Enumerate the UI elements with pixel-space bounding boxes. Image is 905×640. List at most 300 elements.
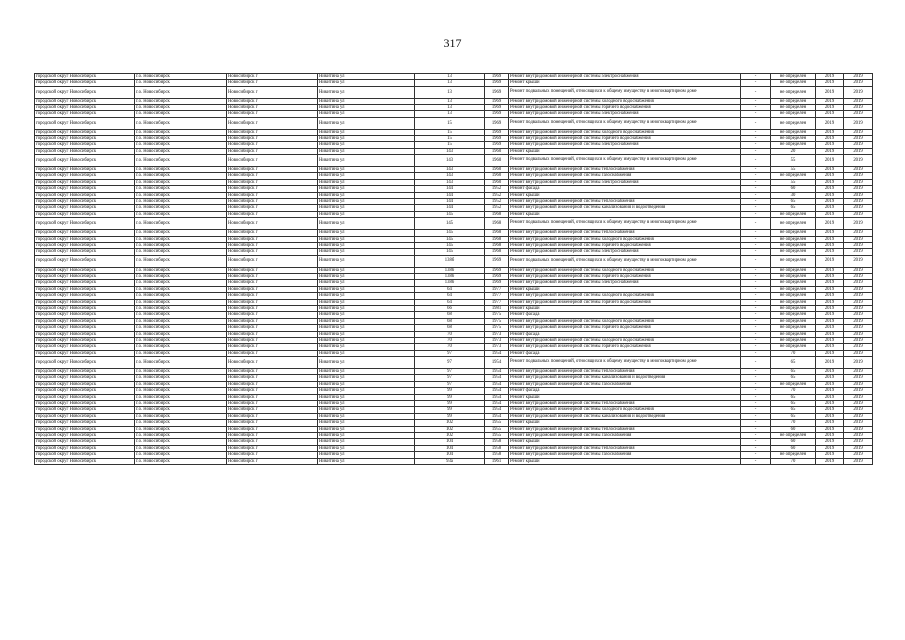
cell-settlement: Новосибирск г — [227, 299, 318, 305]
cell-municipality: г.о. Новосибирск — [135, 273, 227, 279]
cell-house-number: 145 — [415, 236, 485, 242]
cell-house-number: 97 — [415, 381, 485, 387]
cell-street: Никитина ул — [318, 344, 415, 350]
cell-dash: - — [741, 155, 771, 167]
cell-work-type: Ремонт подвальных помещений, относящихся к общему имуществу в многоквартирном доме — [509, 117, 741, 129]
cell-cost: не определен — [771, 331, 816, 337]
cell-dash: - — [741, 350, 771, 356]
cell-district: городской округ Новосибирск — [35, 280, 135, 286]
cell-year-end: 2019 — [844, 74, 873, 80]
cell-cost: не определен — [771, 381, 816, 387]
cell-build-year: 1981 — [485, 305, 509, 311]
cell-street: Никитина ул — [318, 148, 415, 154]
cell-house-number: 104 — [415, 452, 485, 458]
cell-dash: - — [741, 305, 771, 311]
cell-municipality: г.о. Новосибирск — [135, 445, 227, 451]
cell-build-year: 1968 — [485, 218, 509, 230]
cell-district: городской округ Новосибирск — [35, 439, 135, 445]
cell-build-year: 1968 — [485, 242, 509, 248]
cell-dash: - — [741, 173, 771, 179]
cell-house-number: 13 — [415, 111, 485, 117]
cell-year-end: 2019 — [844, 375, 873, 381]
cell-work-type: Ремонт крыши — [509, 286, 741, 292]
cell-cost: 65 — [771, 357, 816, 369]
cell-build-year: 1969 — [485, 255, 509, 267]
cell-year-end: 2019 — [844, 167, 873, 173]
cell-dash: - — [741, 111, 771, 117]
cell-dash: - — [741, 192, 771, 198]
cell-settlement: Новосибирск г — [227, 267, 318, 273]
cell-district: городской округ Новосибирск — [35, 179, 135, 185]
cell-cost: 65 — [771, 413, 816, 419]
cell-municipality: г.о. Новосибирск — [135, 388, 227, 394]
cell-cost: 60 — [771, 439, 816, 445]
cell-municipality: г.о. Новосибирск — [135, 105, 227, 111]
cell-year-end: 2019 — [844, 458, 873, 464]
cell-dash: - — [741, 407, 771, 413]
cell-year-start: 2019 — [816, 445, 844, 451]
cell-house-number: 102 — [415, 433, 485, 439]
cell-municipality: г.о. Новосибирск — [135, 458, 227, 464]
cell-municipality: г.о. Новосибирск — [135, 299, 227, 305]
cell-dash: - — [741, 420, 771, 426]
cell-municipality: г.о. Новосибирск — [135, 249, 227, 255]
cell-street: Никитина ул — [318, 105, 415, 111]
cell-work-type: Ремонт внутридомовой инженерной системы электроснабжения — [509, 249, 741, 255]
cell-work-type: Ремонт внутридомовой инженерной системы канализования и водоотведения — [509, 375, 741, 381]
cell-dash: - — [741, 255, 771, 267]
cell-year-end: 2019 — [844, 337, 873, 343]
cell-work-type: Ремонт подвальных помещений, относящихся к общему имуществу в многоквартирном доме — [509, 218, 741, 230]
cell-street: Никитина ул — [318, 199, 415, 205]
cell-house-number: 144 — [415, 186, 485, 192]
cell-work-type: Ремонт внутридомовой инженерной системы электроснабжения — [509, 74, 741, 80]
cell-settlement: Новосибирск г — [227, 344, 318, 350]
cell-district: городской округ Новосибирск — [35, 192, 135, 198]
cell-settlement: Новосибирск г — [227, 426, 318, 432]
cell-cost: 30 — [771, 192, 816, 198]
cell-build-year: 1958 — [485, 439, 509, 445]
cell-work-type: Ремонт внутридомовой инженерной системы теплоснабжения — [509, 199, 741, 205]
cell-year-start: 2019 — [816, 286, 844, 292]
cell-street: Никитина ул — [318, 426, 415, 432]
cell-work-type: Ремонт крыши — [509, 148, 741, 154]
cell-build-year: 1969 — [485, 280, 509, 286]
cell-municipality: г.о. Новосибирск — [135, 155, 227, 167]
cell-build-year: 1954 — [485, 357, 509, 369]
cell-street: Никитина ул — [318, 433, 415, 439]
cell-house-number: 70 — [415, 344, 485, 350]
cell-house-number: 70 — [415, 331, 485, 337]
cell-work-type: Ремонт внутридомовой инженерной системы теплоснабжения — [509, 401, 741, 407]
cell-build-year: 1973 — [485, 337, 509, 343]
cell-street: Никитина ул — [318, 299, 415, 305]
cell-year-end: 2019 — [844, 325, 873, 331]
cell-municipality: г.о. Новосибирск — [135, 433, 227, 439]
cell-house-number: 13 — [415, 80, 485, 86]
cell-year-start: 2019 — [816, 452, 844, 458]
cell-municipality: г.о. Новосибирск — [135, 167, 227, 173]
cell-street: Никитина ул — [318, 337, 415, 343]
cell-work-type: Ремонт крыши — [509, 192, 741, 198]
cell-municipality: г.о. Новосибирск — [135, 452, 227, 458]
cell-district: городской округ Новосибирск — [35, 98, 135, 104]
cell-dash: - — [741, 280, 771, 286]
cell-district: городской округ Новосибирск — [35, 337, 135, 343]
cell-work-type: Ремонт внутридомовой инженерной системы газоснабжения — [509, 173, 741, 179]
cell-year-start: 2019 — [816, 420, 844, 426]
cell-year-start: 2019 — [816, 293, 844, 299]
cell-year-end: 2019 — [844, 344, 873, 350]
cell-year-end: 2019 — [844, 433, 873, 439]
cell-house-number: 15 — [415, 136, 485, 142]
cell-year-end: 2019 — [844, 388, 873, 394]
cell-street: Никитина ул — [318, 142, 415, 148]
cell-work-type: Ремонт внутридомовой инженерной системы холодного водоснабжения — [509, 407, 741, 413]
cell-work-type: Ремонт крыши — [509, 458, 741, 464]
cell-year-end: 2019 — [844, 413, 873, 419]
cell-dash: - — [741, 117, 771, 129]
cell-settlement: Новосибирск г — [227, 230, 318, 236]
cell-settlement: Новосибирск г — [227, 86, 318, 98]
cell-year-start: 2019 — [816, 325, 844, 331]
cell-work-type: Ремонт фасада — [509, 388, 741, 394]
cell-build-year: 1960 — [485, 167, 509, 173]
cell-dash: - — [741, 80, 771, 86]
table-row — [35, 155, 873, 167]
cell-build-year: 1969 — [485, 273, 509, 279]
cell-settlement: Новосибирск г — [227, 375, 318, 381]
cell-settlement: Новосибирск г — [227, 388, 318, 394]
cell-district: городской округ Новосибирск — [35, 458, 135, 464]
cell-street: Никитина ул — [318, 249, 415, 255]
cell-settlement: Новосибирск г — [227, 199, 318, 205]
cell-year-end: 2019 — [844, 192, 873, 198]
cell-build-year: 1969 — [485, 136, 509, 142]
cell-municipality: г.о. Новосибирск — [135, 286, 227, 292]
cell-year-end: 2019 — [844, 249, 873, 255]
table-row — [35, 218, 873, 230]
cell-cost: 20 — [771, 148, 816, 154]
cell-street: Никитина ул — [318, 236, 415, 242]
cell-cost: не определен — [771, 452, 816, 458]
cell-cost: не определен — [771, 280, 816, 286]
cell-municipality: г.о. Новосибирск — [135, 148, 227, 154]
cell-cost: 55 — [771, 155, 816, 167]
cell-year-end: 2019 — [844, 293, 873, 299]
cell-municipality: г.о. Новосибирск — [135, 98, 227, 104]
cell-house-number: 143 — [415, 148, 485, 154]
cell-dash: - — [741, 74, 771, 80]
cell-year-start: 2019 — [816, 129, 844, 135]
cell-municipality: г.о. Новосибирск — [135, 325, 227, 331]
cell-work-type: Ремонт подвальных помещений, относящихся к общему имуществу в многоквартирном доме — [509, 255, 741, 267]
cell-district: городской округ Новосибирск — [35, 375, 135, 381]
cell-work-type: Ремонт внутридомовой инженерной системы теплоснабжения — [509, 426, 741, 432]
cell-work-type: Ремонт внутридомовой инженерной системы холодного водоснабжения — [509, 318, 741, 324]
cell-work-type: Ремонт внутридомовой инженерной системы горячего водоснабжения — [509, 136, 741, 142]
cell-year-start: 2019 — [816, 148, 844, 154]
cell-house-number: 70 — [415, 337, 485, 343]
cell-house-number: 68 — [415, 312, 485, 318]
cell-district: городской округ Новосибирск — [35, 394, 135, 400]
cell-cost: не определен — [771, 80, 816, 86]
cell-settlement: Новосибирск г — [227, 192, 318, 198]
cell-cost: не определен — [771, 111, 816, 117]
cell-district: городской округ Новосибирск — [35, 211, 135, 217]
cell-build-year: 1973 — [485, 344, 509, 350]
cell-municipality: г.о. Новосибирск — [135, 293, 227, 299]
cell-cost: не определен — [771, 249, 816, 255]
cell-build-year: 1960 — [485, 155, 509, 167]
cell-cost: 70 — [771, 420, 816, 426]
cell-street: Никитина ул — [318, 325, 415, 331]
cell-municipality: г.о. Новосибирск — [135, 136, 227, 142]
cell-year-start: 2019 — [816, 249, 844, 255]
cell-dash: - — [741, 312, 771, 318]
cell-street: Никитина ул — [318, 98, 415, 104]
cell-work-type: Ремонт внутридомовой инженерной системы горячего водоснабжения — [509, 105, 741, 111]
cell-settlement: Новосибирск г — [227, 179, 318, 185]
cell-work-type: Ремонт внутридомовой инженерной системы канализования и водоотведения — [509, 413, 741, 419]
cell-cost: не определен — [771, 299, 816, 305]
cell-street: Никитина ул — [318, 111, 415, 117]
cell-year-end: 2019 — [844, 305, 873, 311]
cell-build-year: 1954 — [485, 375, 509, 381]
cell-year-start: 2019 — [816, 312, 844, 318]
cell-settlement: Новосибирск г — [227, 280, 318, 286]
cell-cost: не определен — [771, 242, 816, 248]
cell-dash: - — [741, 401, 771, 407]
cell-cost: не определен — [771, 74, 816, 80]
cell-year-end: 2019 — [844, 205, 873, 211]
cell-house-number: 143 — [415, 173, 485, 179]
cell-year-start: 2019 — [816, 375, 844, 381]
cell-year-end: 2019 — [844, 236, 873, 242]
cell-street: Никитина ул — [318, 179, 415, 185]
cell-year-start: 2019 — [816, 273, 844, 279]
cell-work-type: Ремонт внутридомовой инженерной системы холодного водоснабжения — [509, 98, 741, 104]
cell-settlement: Новосибирск г — [227, 420, 318, 426]
cell-year-end: 2019 — [844, 286, 873, 292]
cell-work-type: Ремонт внутридомовой инженерной системы горячего водоснабжения — [509, 344, 741, 350]
cell-build-year: 1969 — [485, 117, 509, 129]
cell-municipality: г.о. Новосибирск — [135, 242, 227, 248]
cell-street: Никитина ул — [318, 155, 415, 167]
cell-house-number: 97 — [415, 350, 485, 356]
cell-street: Никитина ул — [318, 267, 415, 273]
cell-house-number: 102 — [415, 426, 485, 432]
cell-cost: не определен — [771, 325, 816, 331]
cell-district: городской округ Новосибирск — [35, 369, 135, 375]
cell-municipality: г.о. Новосибирск — [135, 179, 227, 185]
cell-district: городской округ Новосибирск — [35, 350, 135, 356]
cell-district: городской округ Новосибирск — [35, 312, 135, 318]
cell-municipality: г.о. Новосибирск — [135, 129, 227, 135]
cell-work-type: Ремонт внутридомовой инженерной системы газоснабжения — [509, 452, 741, 458]
cell-settlement: Новосибирск г — [227, 142, 318, 148]
cell-municipality: г.о. Новосибирск — [135, 280, 227, 286]
cell-house-number: 143 — [415, 167, 485, 173]
cell-settlement: Новосибирск г — [227, 273, 318, 279]
cell-municipality: г.о. Новосибирск — [135, 407, 227, 413]
cell-settlement: Новосибирск г — [227, 452, 318, 458]
cell-street: Никитина ул — [318, 211, 415, 217]
cell-municipality: г.о. Новосибирск — [135, 117, 227, 129]
cell-municipality: г.о. Новосибирск — [135, 369, 227, 375]
cell-municipality: г.о. Новосибирск — [135, 211, 227, 217]
cell-cost: 65 — [771, 369, 816, 375]
cell-district: городской округ Новосибирск — [35, 249, 135, 255]
cell-build-year: 1968 — [485, 230, 509, 236]
cell-work-type: Ремонт внутридомовой инженерной системы газоснабжения — [509, 381, 741, 387]
cell-municipality: г.о. Новосибирск — [135, 357, 227, 369]
cell-municipality: г.о. Новосибирск — [135, 192, 227, 198]
cell-dash: - — [741, 142, 771, 148]
cell-work-type: Ремонт внутридомовой инженерной системы горячего водоснабжения — [509, 299, 741, 305]
cell-work-type: Ремонт подвальных помещений, относящихся к общему имуществу в многоквартирном доме — [509, 155, 741, 167]
cell-district: городской округ Новосибирск — [35, 267, 135, 273]
cell-year-end: 2019 — [844, 179, 873, 185]
cell-build-year: 1958 — [485, 445, 509, 451]
cell-municipality: г.о. Новосибирск — [135, 318, 227, 324]
cell-dash: - — [741, 344, 771, 350]
cell-house-number: 13 — [415, 74, 485, 80]
cell-build-year: 1960 — [485, 173, 509, 179]
cell-year-end: 2019 — [844, 230, 873, 236]
cell-build-year: 1955 — [485, 433, 509, 439]
cell-cost: 65 — [771, 199, 816, 205]
cell-build-year: 1954 — [485, 350, 509, 356]
cell-year-start: 2019 — [816, 167, 844, 173]
cell-work-type: Ремонт внутридомовой инженерной системы электроснабжения — [509, 179, 741, 185]
cell-work-type: Ремонт внутридомовой инженерной системы газоснабжения — [509, 433, 741, 439]
cell-build-year: 1954 — [485, 388, 509, 394]
cell-house-number: 15 — [415, 129, 485, 135]
cell-settlement: Новосибирск г — [227, 325, 318, 331]
cell-district: городской округ Новосибирск — [35, 331, 135, 337]
cell-year-end: 2019 — [844, 381, 873, 387]
cell-year-start: 2019 — [816, 357, 844, 369]
cell-district: городской округ Новосибирск — [35, 205, 135, 211]
cell-settlement: Новосибирск г — [227, 394, 318, 400]
cell-municipality: г.о. Новосибирск — [135, 426, 227, 432]
cell-cost: не определен — [771, 211, 816, 217]
cell-work-type: Ремонт внутридомовой инженерной системы электроснабжения — [509, 142, 741, 148]
cell-build-year: 1975 — [485, 325, 509, 331]
cell-house-number: 68 — [415, 318, 485, 324]
cell-dash: - — [741, 148, 771, 154]
page-number: 317 — [443, 36, 462, 50]
cell-street: Никитина ул — [318, 242, 415, 248]
cell-municipality: г.о. Новосибирск — [135, 74, 227, 80]
cell-settlement: Новосибирск г — [227, 369, 318, 375]
cell-build-year: 1969 — [485, 74, 509, 80]
cell-settlement: Новосибирск г — [227, 407, 318, 413]
cell-cost: не определен — [771, 344, 816, 350]
cell-build-year: 1969 — [485, 267, 509, 273]
cell-street: Никитина ул — [318, 401, 415, 407]
cell-year-start: 2019 — [816, 439, 844, 445]
cell-build-year: 1969 — [485, 142, 509, 148]
cell-year-end: 2019 — [844, 199, 873, 205]
cell-house-number: 13 — [415, 98, 485, 104]
cell-work-type: Ремонт внутридомовой инженерной системы канализования и водоотведения — [509, 205, 741, 211]
cell-year-end: 2019 — [844, 117, 873, 129]
cell-year-end: 2019 — [844, 299, 873, 305]
cell-street: Никитина ул — [318, 192, 415, 198]
cell-dash: - — [741, 439, 771, 445]
cell-municipality: г.о. Новосибирск — [135, 337, 227, 343]
cell-district: городской округ Новосибирск — [35, 426, 135, 432]
cell-year-start: 2019 — [816, 155, 844, 167]
cell-district: городской округ Новосибирск — [35, 273, 135, 279]
cell-district: городской округ Новосибирск — [35, 186, 135, 192]
cell-street: Никитина ул — [318, 420, 415, 426]
cell-build-year: 1954 — [485, 401, 509, 407]
cell-house-number: 99 — [415, 394, 485, 400]
cell-year-start: 2019 — [816, 86, 844, 98]
cell-street: Никитина ул — [318, 205, 415, 211]
cell-cost: не определен — [771, 293, 816, 299]
cell-build-year: 1952 — [485, 186, 509, 192]
cell-cost: 70 — [771, 388, 816, 394]
cell-cost: 55 — [771, 167, 816, 173]
cell-district: городской округ Новосибирск — [35, 401, 135, 407]
cell-house-number: 97 — [415, 375, 485, 381]
cell-year-end: 2019 — [844, 445, 873, 451]
cell-year-start: 2019 — [816, 299, 844, 305]
cell-cost: не определен — [771, 98, 816, 104]
cell-street: Никитина ул — [318, 273, 415, 279]
cell-work-type: Ремонт внутридомовой инженерной системы теплоснабжения — [509, 167, 741, 173]
cell-year-end: 2019 — [844, 394, 873, 400]
cell-house-number: 64 — [415, 299, 485, 305]
cell-dash: - — [741, 357, 771, 369]
cell-house-number: 145 — [415, 249, 485, 255]
cell-year-end: 2019 — [844, 357, 873, 369]
cell-street: Никитина ул — [318, 381, 415, 387]
cell-district: городской округ Новосибирск — [35, 236, 135, 242]
cell-municipality: г.о. Новосибирск — [135, 173, 227, 179]
cell-house-number: 13 — [415, 105, 485, 111]
cell-settlement: Новосибирск г — [227, 337, 318, 343]
cell-year-start: 2019 — [816, 344, 844, 350]
cell-municipality: г.о. Новосибирск — [135, 80, 227, 86]
cell-district: городской округ Новосибирск — [35, 129, 135, 135]
cell-house-number: 144 — [415, 199, 485, 205]
cell-work-type: Ремонт крыши — [509, 394, 741, 400]
cell-year-start: 2019 — [816, 369, 844, 375]
cell-settlement: Новосибирск г — [227, 305, 318, 311]
cell-settlement: Новосибирск г — [227, 74, 318, 80]
cell-house-number: 143 — [415, 155, 485, 167]
cell-year-end: 2019 — [844, 350, 873, 356]
cell-settlement: Новосибирск г — [227, 136, 318, 142]
cell-cost: не определен — [771, 236, 816, 242]
cell-build-year: 1954 — [485, 381, 509, 387]
cell-street: Никитина ул — [318, 350, 415, 356]
cell-district: городской округ Новосибирск — [35, 286, 135, 292]
cell-street: Никитина ул — [318, 167, 415, 173]
cell-house-number: 145 — [415, 218, 485, 230]
cell-dash: - — [741, 445, 771, 451]
cell-build-year: 1952 — [485, 199, 509, 205]
cell-cost: не определен — [771, 230, 816, 236]
cell-settlement: Новосибирск г — [227, 105, 318, 111]
cell-district: городской округ Новосибирск — [35, 452, 135, 458]
cell-house-number: 93а — [415, 458, 485, 464]
